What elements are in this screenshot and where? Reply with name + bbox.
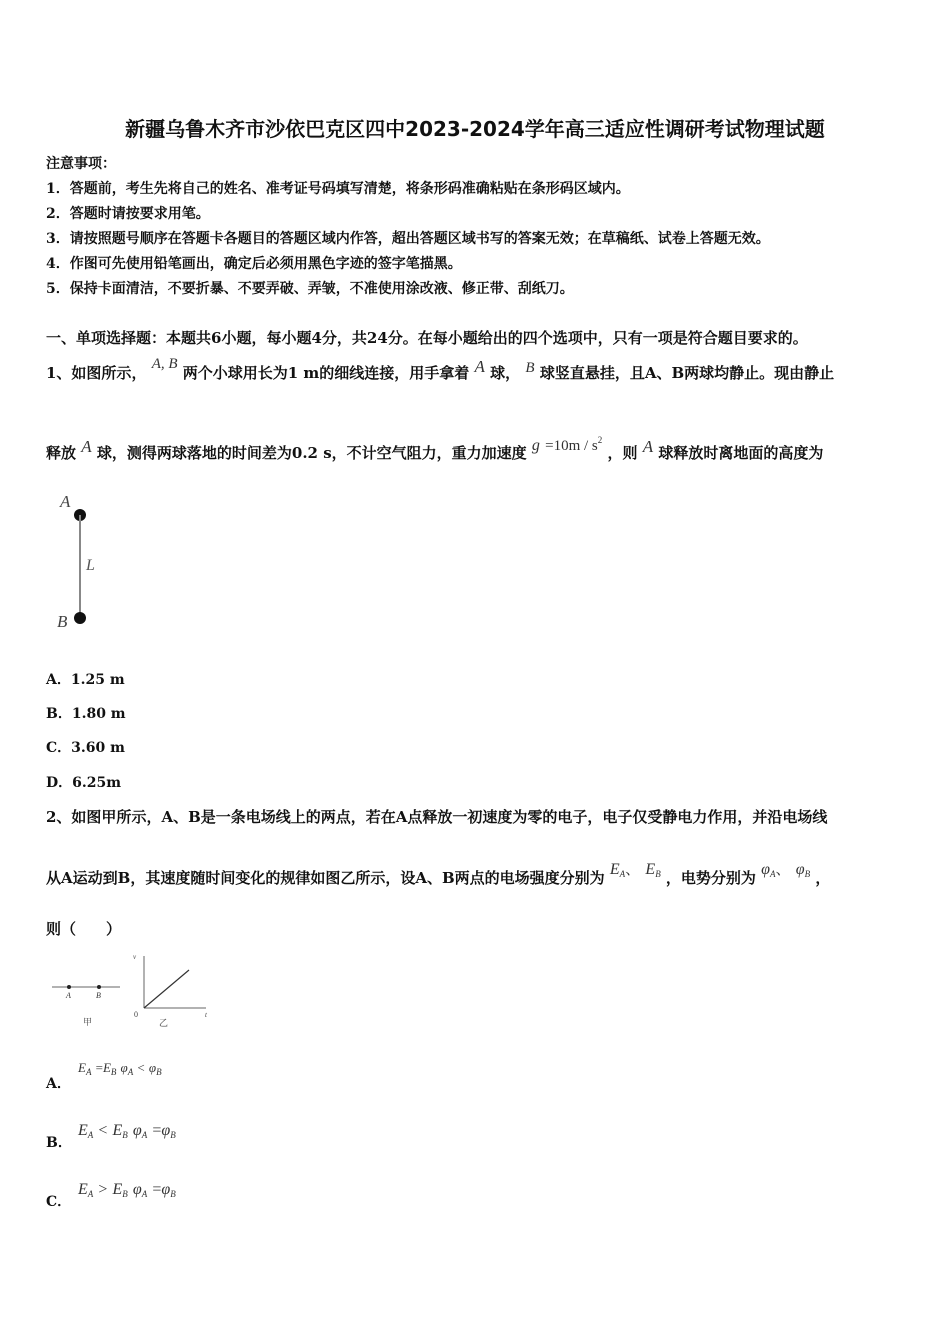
notice-item: 3．请按照题号顺序在答题卡各题目的答题区域内作答，超出答题区域书写的答案无效；在草稿纸、试卷上答题无效。 (46, 231, 770, 247)
question-2-line-2: 从A运动到B，其速度随时间变化的规律如图乙所示，设A、B两点的电场强度分别为 $E_A$、 $E_B$ ，电势分别为 $\varphi_A$、 $\varphi_B$ ， (46, 861, 831, 887)
option-c[interactable]: C．3.60 m (46, 740, 125, 756)
notice-heading: 注意事项： (46, 156, 116, 172)
length-label: L (86, 557, 95, 574)
option-c-formula: $E_A > E_B$ $\varphi_A =\varphi_B$ (78, 1181, 176, 1199)
option-a[interactable]: A．1.25 m (46, 672, 125, 688)
caption-jia: 甲 (83, 1017, 93, 1027)
notice-item: 2．答题时请按要求用笔。 (46, 206, 210, 222)
option-a[interactable]: A． $E_A =E_B$ $\varphi_A < \varphi_B$ (46, 1060, 162, 1092)
velocity-line (144, 970, 189, 1008)
figure-jia (52, 985, 120, 1027)
option-b[interactable]: B．1.80 m (46, 706, 126, 722)
ball-b-label: B (57, 612, 68, 631)
ball-a-label: A (60, 492, 71, 511)
option-b-formula: $E_A < E_B$ $\varphi_A =\varphi_B$ (78, 1122, 176, 1140)
field-velocity-figure (48, 950, 213, 1032)
section-heading: 一、单项选择题：本题共6小题，每小题4分，共24分。在每小题给出的四个选项中，只有一项是符合题目要求的。 (46, 329, 808, 347)
notice-item: 5．保持卡面清洁，不要折暴、不要弄破、弄皱，不准使用涂改液、修正带、刮纸刀。 (46, 281, 574, 297)
notice-item: 4．作图可先使用铅笔画出，确定后必须用黑色字迹的签字笔描黑。 (46, 256, 462, 272)
t-axis-label: t (205, 1011, 207, 1019)
pendulum-figure (50, 488, 110, 636)
question-1-line-1: 1、如图所示， A, B 两个小球用长为1 m的细线连接，用手拿着 A 球， B 球竖直悬挂，且A、B两球均静止。现由静止 (46, 356, 835, 382)
point-b-label: B (96, 991, 101, 1000)
caption-yi: 乙 (159, 1018, 169, 1028)
question-2-line-3: 则（ ） (46, 920, 122, 938)
option-b[interactable]: B． $E_A < E_B$ $\varphi_A =\varphi_B$ (46, 1122, 176, 1151)
figure-yi (133, 953, 208, 1028)
point-a-label: A (66, 991, 71, 1000)
v-axis-label: v (133, 953, 137, 961)
point-a (67, 985, 71, 989)
page-title: 新疆乌鲁木齐市沙依巴克区四中2023-2024学年高三适应性调研考试物理试题 (125, 117, 825, 141)
ball-b (74, 612, 86, 624)
point-b (97, 985, 101, 989)
option-d[interactable]: D．6.25m (46, 775, 122, 791)
question-1-line-2: 释放 A 球，测得两球落地的时间差为0.2 s，不计空气阻力，重力加速度 $g =10m / s^2$ ，则 A 球释放时离地面的高度为 (46, 435, 824, 462)
option-a-formula: $E_A =E_B$ $\varphi_A < \varphi_B$ (78, 1060, 162, 1077)
question-2-line-1: 2、如图甲所示，A、B是一条电场线上的两点，若在A点释放一初速度为零的电子，电子仅受静电力作用，并沿电场线 (46, 808, 828, 826)
origin-label: 0 (134, 1010, 138, 1019)
notice-item: 1．答题前，考生先将自己的姓名、准考证号码填写清楚，将条形码准确粘贴在条形码区域内。 (46, 181, 630, 197)
option-c[interactable]: C． $E_A > E_B$ $\varphi_A =\varphi_B$ (46, 1181, 176, 1210)
